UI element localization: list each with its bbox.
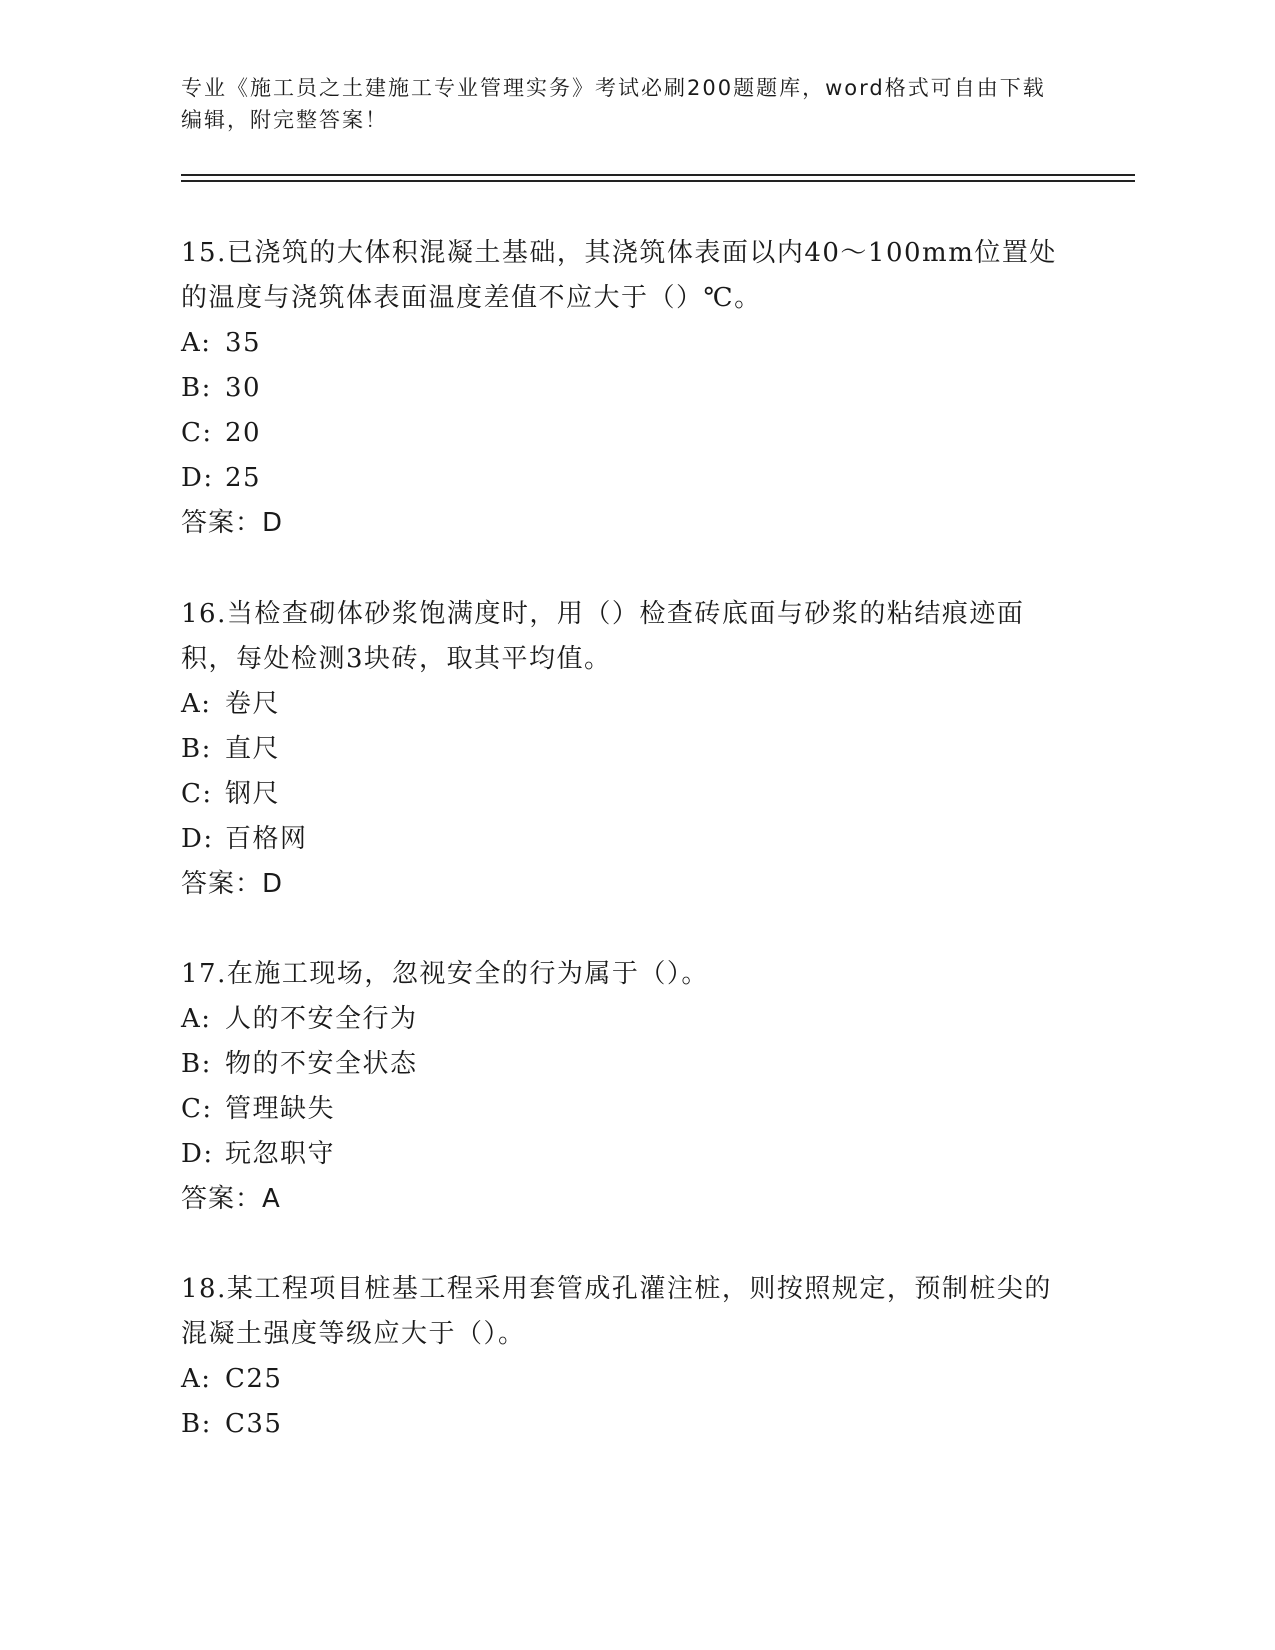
option-a	[181, 1357, 1061, 1402]
option-letter: A:	[181, 1004, 212, 1034]
option-text: 25	[225, 463, 262, 493]
option-text: 20	[225, 418, 262, 448]
option-c	[181, 1087, 1061, 1132]
option-text: 玩忽职守	[225, 1139, 336, 1169]
option-b	[181, 1402, 1061, 1447]
option-text: 钢尺	[225, 779, 281, 809]
option-letter: A:	[181, 328, 212, 358]
option-text: 30	[225, 373, 262, 403]
answer-line: 答案：D	[181, 869, 284, 899]
question-stem: 17.在施工现场，忽视安全的行为属于（）。	[181, 959, 709, 989]
option-letter: D:	[181, 463, 214, 493]
header-divider-top	[181, 174, 1135, 176]
option-b	[181, 1042, 1061, 1087]
option-letter: B:	[181, 734, 212, 764]
option-text: C35	[225, 1409, 283, 1439]
option-b	[181, 727, 1061, 772]
option-text: 物的不安全状态	[225, 1049, 418, 1079]
question-18	[181, 1267, 1061, 1447]
question-stem: 15.已浇筑的大体积混凝土基础，其浇筑体表面以内40～100mm位置处的温度与浇筑体表面温度差值不应大于（）℃。	[181, 238, 1057, 313]
question-17	[181, 952, 1061, 1222]
option-letter: B:	[181, 373, 212, 403]
option-letter: B:	[181, 1409, 212, 1439]
option-letter: A:	[181, 689, 212, 719]
option-d	[181, 1132, 1061, 1177]
option-a	[181, 321, 1061, 366]
option-d	[181, 817, 1061, 862]
option-c	[181, 772, 1061, 817]
option-text: 卷尺	[225, 689, 281, 719]
option-letter: C:	[181, 1094, 213, 1124]
question-16	[181, 592, 1061, 907]
option-b	[181, 366, 1061, 411]
option-a	[181, 682, 1061, 727]
option-letter: D:	[181, 1139, 214, 1169]
option-d	[181, 456, 1061, 501]
option-text: 35	[225, 328, 262, 358]
question-15	[181, 231, 1061, 546]
option-text: 百格网	[225, 824, 308, 854]
option-text: 管理缺失	[225, 1094, 336, 1124]
option-letter: C:	[181, 418, 213, 448]
question-stem: 16.当检查砌体砂浆饱满度时，用（）检查砖底面与砂浆的粘结痕迹面积，每处检测3块砖，取其平均值。	[181, 599, 1025, 674]
answer-line: 答案：D	[181, 508, 284, 538]
option-a	[181, 997, 1061, 1042]
option-text: C25	[225, 1364, 283, 1394]
option-text: 人的不安全行为	[225, 1004, 418, 1034]
option-letter: C:	[181, 779, 213, 809]
header-divider-bottom	[181, 180, 1135, 182]
option-c	[181, 411, 1061, 456]
option-text: 直尺	[225, 734, 281, 764]
option-letter: B:	[181, 1049, 212, 1079]
question-stem: 18.某工程项目桩基工程采用套管成孔灌注桩，则按照规定，预制桩尖的混凝土强度等级应大于（）。	[181, 1274, 1052, 1349]
option-letter: A:	[181, 1364, 212, 1394]
answer-line: 答案：A	[181, 1184, 281, 1214]
document-header: 专业《施工员之土建施工专业管理实务》考试必刷200题题库，word格式可自由下载编辑，附完整答案！	[181, 76, 1046, 132]
option-letter: D:	[181, 824, 214, 854]
